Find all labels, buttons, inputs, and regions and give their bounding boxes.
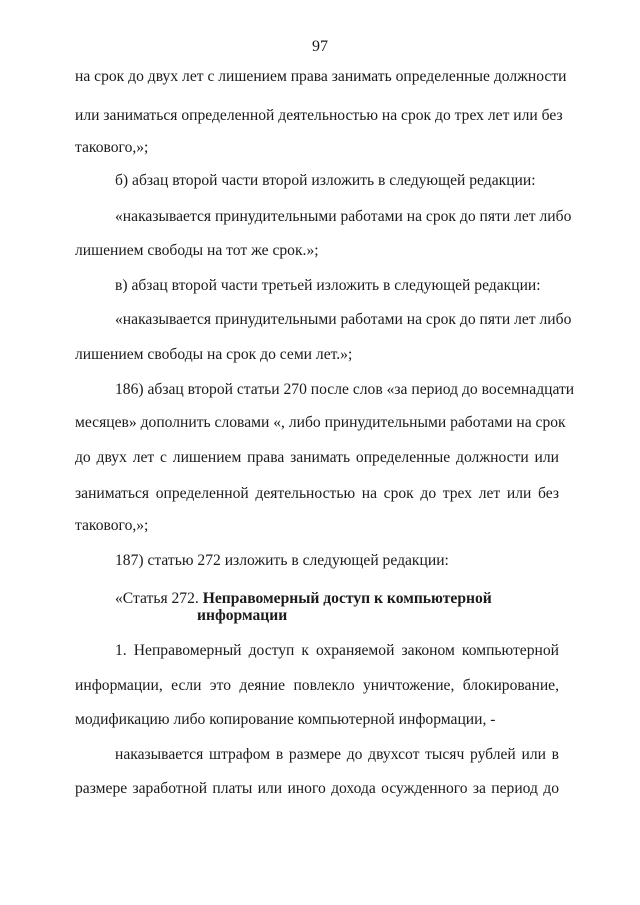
article-title-continuation: информации [197, 607, 288, 624]
paragraph-line: «наказывается принудительными работами на срок до пяти лет либо [115, 208, 572, 225]
paragraph-line: 1. Неправомерный доступ к охраняемой законом компьютерной [115, 642, 559, 659]
text-line: лишением свободы на тот же срок.»; [75, 242, 319, 259]
article-number: «Статья 272. [115, 590, 199, 607]
text-line: или заниматься определенной деятельностью на срок до трех лет или без [75, 107, 563, 124]
paragraph-line: 187) статью 272 изложить в следующей редакции: [115, 552, 449, 569]
text-line: информации, если это деяние повлекло уничтожение, блокирование, [75, 677, 559, 694]
paragraph-line: наказывается штрафом в размере до двухсот тысяч рублей или в [115, 746, 559, 763]
article-title: Неправомерный доступ к компьютерной [202, 590, 492, 607]
text-line: такового,»; [75, 139, 149, 156]
paragraph-line: б) абзац второй части второй изложить в следующей редакции: [115, 172, 536, 189]
page-number: 97 [312, 38, 328, 55]
paragraph-line: в) абзац второй части третьей изложить в следующей редакции: [115, 277, 541, 294]
text-line: такового,»; [75, 517, 149, 534]
paragraph-line: 186) абзац второй статьи 270 после слов «за период до восемнадцати [115, 381, 575, 398]
text-line: модификацию либо копирование компьютерной информации, - [75, 711, 496, 728]
text-line: размере заработной платы или иного дохода осужденного за период до [75, 780, 559, 797]
text-line: заниматься определенной деятельностью на срок до трех лет или без [75, 485, 559, 502]
text-line: на срок до двух лет с лишением права занимать определенные должности [75, 68, 567, 85]
text-line: лишением свободы на срок до семи лет.»; [75, 346, 353, 363]
text-line: месяцев» дополнить словами «, либо принудительными работами на срок [75, 414, 566, 431]
text-line: до двух лет с лишением права занимать определенные должности или [75, 449, 559, 466]
paragraph-line: «наказывается принудительными работами на срок до пяти лет либо [115, 311, 572, 328]
